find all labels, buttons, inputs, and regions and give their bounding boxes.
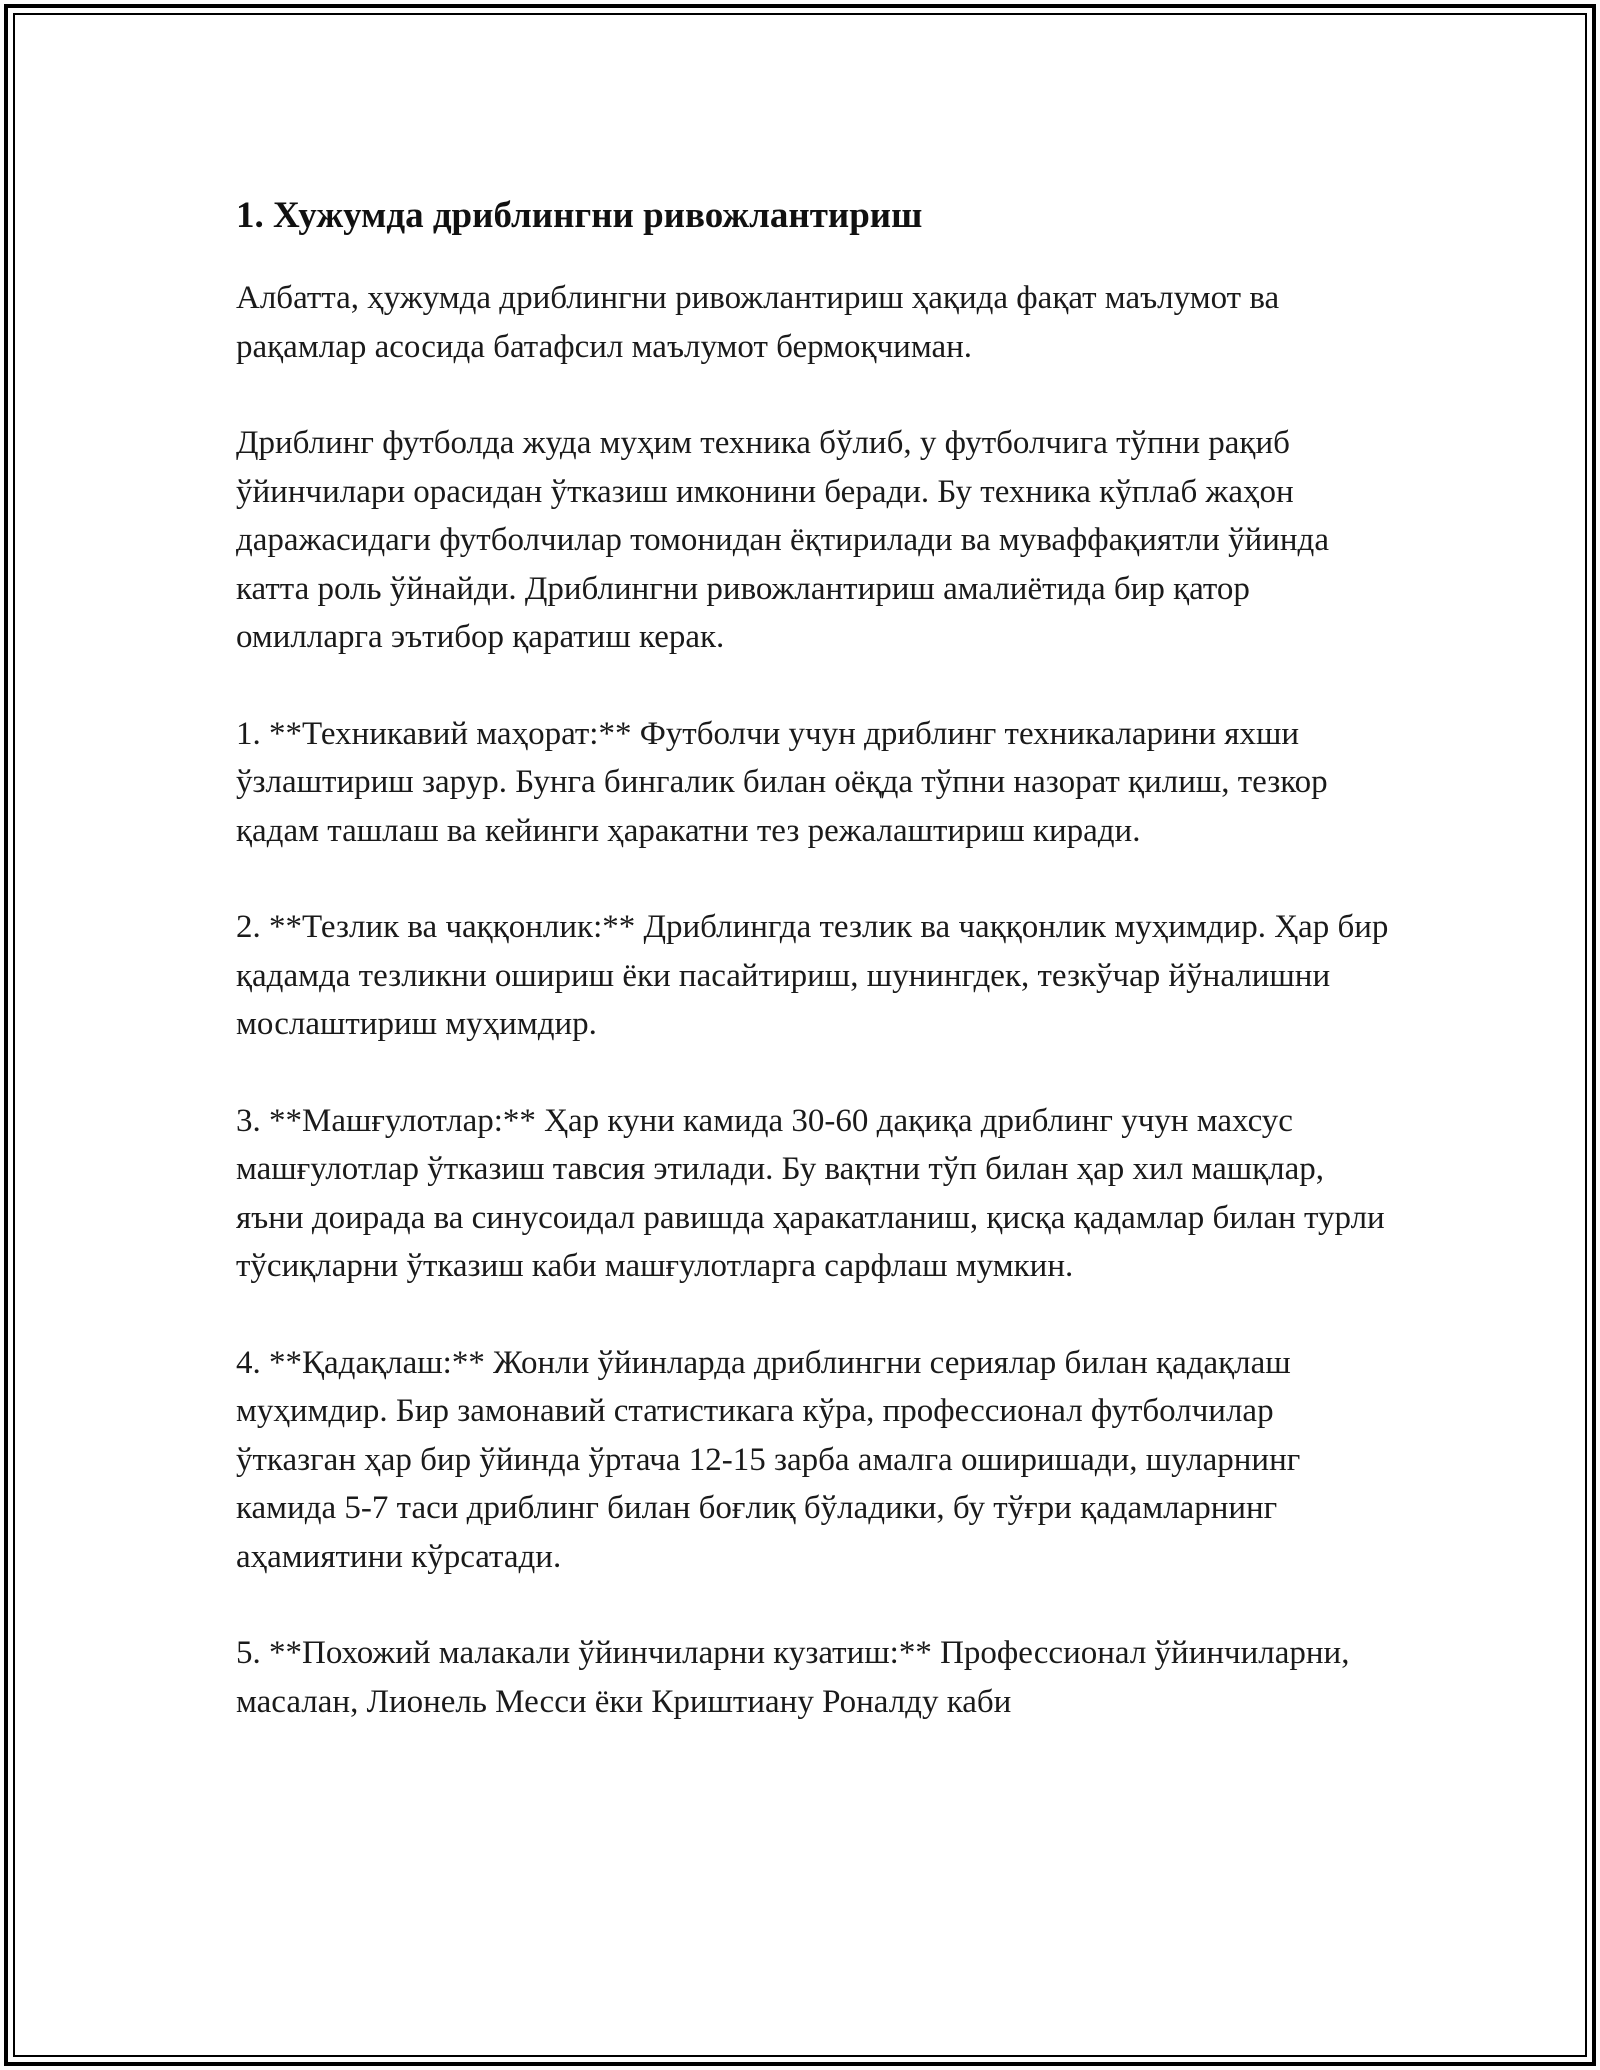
paragraph-dribbling-overview: Дриблинг футболда жуда муҳим техника бўлиб, у футболчига тўпни рақиб ўйинчилари орасидан ўтказиш имконини беради. Бу техника кўплаб жаҳон даражасидаги футболчилар томонидан ёқтирилади ва муваффақиятли ўйинда катта роль ўйнайди. Дриблингни ривожлантириш амалиётида бир қатор омилларга эътибор қаратиш керак.: [236, 425, 1329, 655]
paragraph-item-1-technique: 1. **Техникавий маҳорат:** Футболчи учун дриблинг техникаларини яхши ўзлаштириш зарур. Бунга бингалик билан оёқда тўпни назорат қилиш, тезкор қадам ташлаш ва кейинги ҳаракатни тез режалаштириш киради.: [236, 715, 1328, 849]
paragraph-item-3-training: 3. **Машғулотлар:** Ҳар куни камида 30-60 дақиқа дриблинг учун махсус машғулотлар ўтказиш тавсия этилади. Бу вақтни тўп билан ҳар хил машқлар, яъни доирада ва синусоидал равишда ҳаракатланиш, қисқа қадамлар билан турли тўсиқларни ўтказиш каби машғулотларга сарфлаш мумкин.: [236, 1102, 1385, 1284]
document-body: [236, 190, 1396, 1774]
paragraph-intro: Албатта, ҳужумда дриблингни ривожлантириш ҳақида фақат маълумот ва рақамлар асосида батафсил маълумот бермоқчиман.: [236, 280, 1280, 365]
document-title: 1. Хужумда дриблингни ривожлантириш: [236, 195, 923, 236]
paragraph-item-5-observation: 5. **Похожий малакали ўйинчиларни кузатиш:** Профессионал ўйинчиларни, масалан, Лионель Месси ёки Криштиану Роналду каби: [236, 1635, 1350, 1720]
paragraph-item-2-speed: 2. **Тезлик ва чаққонлик:** Дриблингда тезлик ва чаққонлик муҳимдир. Ҳар бир қадамда тезликни ошириш ёки пасайтириш, шунингдек, тезкўчар йўналишни мослаштириш муҳимдир.: [236, 909, 1389, 1042]
paragraph-item-4-practice: 4. **Қадақлаш:** Жонли ўйинларда дриблингни сериялар билан қадақлаш муҳимдир. Бир замонавий статистикага кўра, профессионал футболчилар ўтказган ҳар бир ўйинда ўртача 12-15 зарба амалга оширишади, шуларнинг камида 5-7 таси дриблинг билан боғлиқ бўладики, бу тўғри қадамларнинг аҳамиятини кўрсатади.: [236, 1344, 1301, 1575]
